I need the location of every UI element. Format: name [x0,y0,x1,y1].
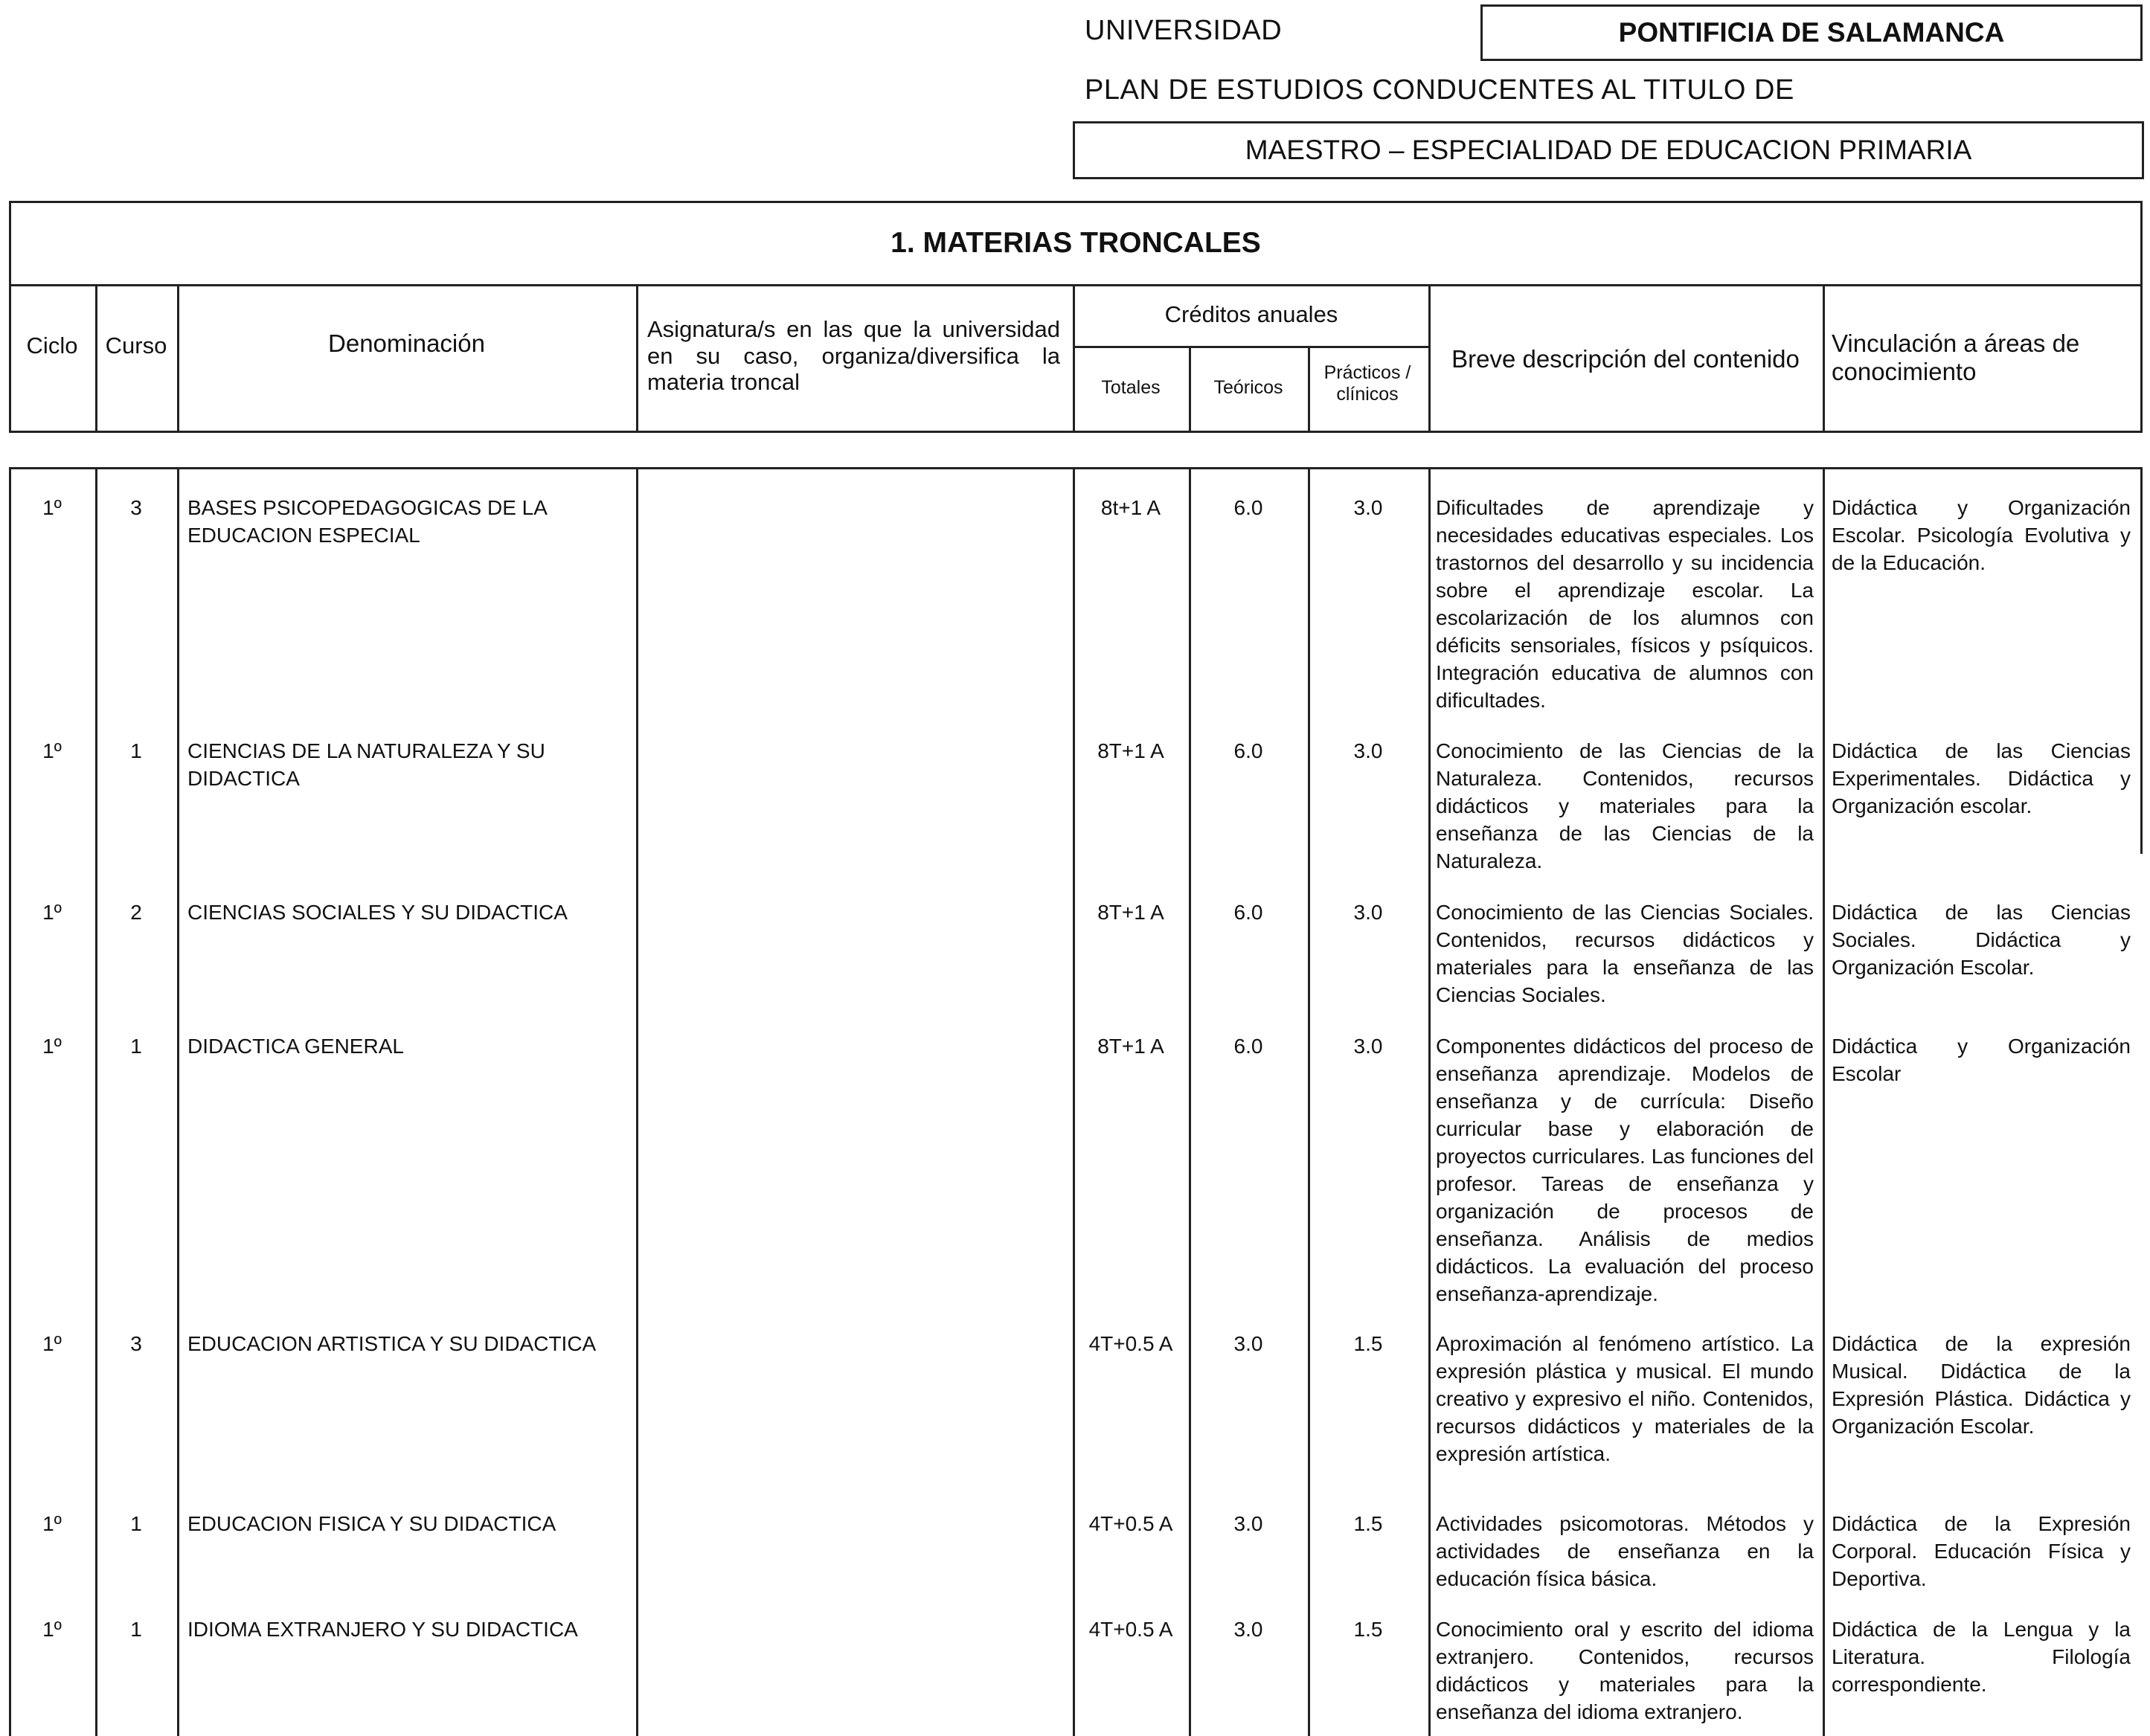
row-teoricos: 3.0 [1233,1332,1263,1355]
row-practicos: 1.5 [1353,1512,1383,1535]
col-practicos: Prácticos / clínicos [1323,362,1411,405]
row-descripcion: Componentes didácticos del proceso de enseñanza aprendizaje. Modelos de enseñanza y de currícula: Diseño curricular base y elaboración de proyectos curriculares. Las funciones del profesor. Tareas de enseñanza y organización de procesos de enseñanza. Análisis de medios didácticos. La evaluación del proceso enseñanza-aprendizaje. [1436,1035,1814,1305]
creditos-divider [1073,346,1430,348]
row-ciclo: 1º [42,496,62,519]
col-denominacion: Denominación [328,329,485,357]
body-sep [1073,467,1075,1736]
row-denominacion: BASES PSICOPEDAGOGICAS DE LA EDUCACION ESPECIAL [187,496,547,547]
row-totales: 4T+0.5 A [1088,1618,1173,1641]
row-totales: 4T+0.5 A [1088,1512,1173,1535]
col-curso: Curso [105,332,167,359]
row-curso: 1 [130,1618,142,1641]
row-vinculacion: Didáctica y Organización Escolar. Psicología Evolutiva y de la Educación. [1832,496,2131,574]
row-descripcion: Dificultades de aprendizaje y necesidades educativas especiales. Los trastornos del desarrollo y su incidencia sobre el aprendizaje escolar. La escolarización de los alumnos con déficits sensoriales, físicos y psíquicos. Integración educativa de alumnos con dificultades. [1436,496,1814,712]
row-ciclo: 1º [42,739,62,762]
row-denominacion: EDUCACION FISICA Y SU DIDACTICA [187,1512,556,1535]
row-vinculacion: Didáctica y Organización Escolar [1832,1035,2131,1085]
body-sep [9,467,11,1736]
col-sep [1308,346,1310,433]
col-sep [1823,284,1825,433]
col-ciclo: Ciclo [26,332,78,359]
row-descripcion: Actividades psicomotoras. Métodos y actividades de enseñanza en la educación física básica. [1436,1512,1814,1590]
degree-title: MAESTRO – ESPECIALIDAD DE EDUCACION PRIMARIA [1245,135,1972,165]
body-sep [1189,467,1191,1736]
body-sep [1823,467,1825,1736]
university-name: PONTIFICIA DE SALAMANCA [1618,17,2005,48]
body-sep [1308,467,1310,1736]
university-name-box [1480,4,2143,61]
col-asignatura: Asignatura/s en las que la universidad en su caso, organiza/diversifica la materia troncal [647,316,1060,396]
row-ciclo: 1º [42,1512,62,1535]
row-practicos: 1.5 [1353,1618,1383,1641]
row-vinculacion: Didáctica de la expresión Musical. Didáctica de la Expresión Plástica. Didáctica y Organización Escolar. [1832,1332,2131,1438]
col-vinculacion: Vinculación a áreas de conocimiento [1832,329,2080,385]
row-teoricos: 3.0 [1233,1512,1263,1535]
body-sep [636,467,638,1736]
col-creditos: Créditos anuales [1164,301,1338,327]
row-descripcion: Aproximación al fenómeno artístico. La expresión plástica y musical. El mundo creativo y expresivo el niño. Contenidos, recursos didácticos y materiales de la expresión artística. [1436,1332,1814,1465]
body-sep [1428,467,1431,1736]
row-practicos: 3.0 [1353,496,1383,519]
row-denominacion: IDIOMA EXTRANJERO Y SU DIDACTICA [187,1618,578,1641]
row-practicos: 1.5 [1353,1332,1383,1355]
row-teoricos: 6.0 [1233,1035,1263,1058]
row-totales: 8T+1 A [1097,739,1164,762]
col-sep [177,284,179,433]
row-teoricos: 6.0 [1233,901,1263,924]
row-totales: 4T+0.5 A [1088,1332,1173,1355]
row-denominacion: EDUCACION ARTISTICA Y SU DIDACTICA [187,1332,597,1355]
row-curso: 1 [130,739,142,762]
body-sep [95,467,97,1736]
row-descripcion: Conocimiento de las Ciencias Sociales. Contenidos, recursos didácticos y materiales para la enseñanza de las Ciencias Sociales. [1436,901,1814,1006]
row-vinculacion: Didáctica de las Ciencias Sociales. Didáctica y Organización Escolar. [1832,901,2131,979]
plan-label: PLAN DE ESTUDIOS CONDUCENTES AL TITULO DE [1085,74,1794,106]
row-vinculacion: Didáctica de la Expresión Corporal. Educación Física y Deportiva. [1832,1512,2131,1590]
university-label: UNIVERSIDAD [1085,15,1283,46]
row-curso: 1 [130,1035,142,1058]
col-descripcion: Breve descripción del contenido [1451,345,1800,373]
row-vinculacion: Didáctica de las Ciencias Experimentales. Didáctica y Organización escolar. [1832,739,2131,817]
row-denominacion: CIENCIAS SOCIALES Y SU DIDACTICA [187,901,568,924]
row-descripcion: Conocimiento de las Ciencias de la Naturaleza. Contenidos, recursos didácticos y materiales para la enseñanza de las Ciencias de la Naturaleza. [1436,739,1814,872]
row-curso: 3 [130,1332,142,1355]
row-teoricos: 6.0 [1233,739,1263,762]
row-teoricos: 3.0 [1233,1618,1263,1641]
row-totales: 8T+1 A [1097,901,1164,924]
row-totales: 8t+1 A [1100,496,1161,519]
row-denominacion: CIENCIAS DE LA NATURALEZA Y SU DIDACTICA [187,739,545,790]
row-curso: 3 [130,496,142,519]
degree-title-box [1073,121,2144,179]
row-ciclo: 1º [42,1332,62,1355]
col-teoricos: Teóricos [1213,377,1283,398]
row-vinculacion: Didáctica de la Lengua y la Literatura. Filología correspondiente. [1832,1618,2131,1696]
row-curso: 2 [130,901,142,924]
section-title: 1. MATERIAS TRONCALES [891,227,1261,259]
row-practicos: 3.0 [1353,1035,1383,1058]
row-ciclo: 1º [42,1035,62,1058]
row-ciclo: 1º [42,901,62,924]
row-denominacion: DIDACTICA GENERAL [187,1035,404,1058]
col-totales: Totales [1101,377,1161,398]
row-practicos: 3.0 [1353,739,1383,762]
row-totales: 8T+1 A [1097,1035,1164,1058]
row-curso: 1 [130,1512,142,1535]
body-sep [2140,467,2143,854]
row-descripcion: Conocimiento oral y escrito del idioma extranjero. Contenidos, recursos didácticos y materiales para la enseñanza del idioma extranjero. [1436,1618,1814,1723]
body-sep [177,467,179,1736]
col-sep [636,284,638,433]
row-practicos: 3.0 [1353,901,1383,924]
row-teoricos: 6.0 [1233,496,1263,519]
row-ciclo: 1º [42,1618,62,1641]
